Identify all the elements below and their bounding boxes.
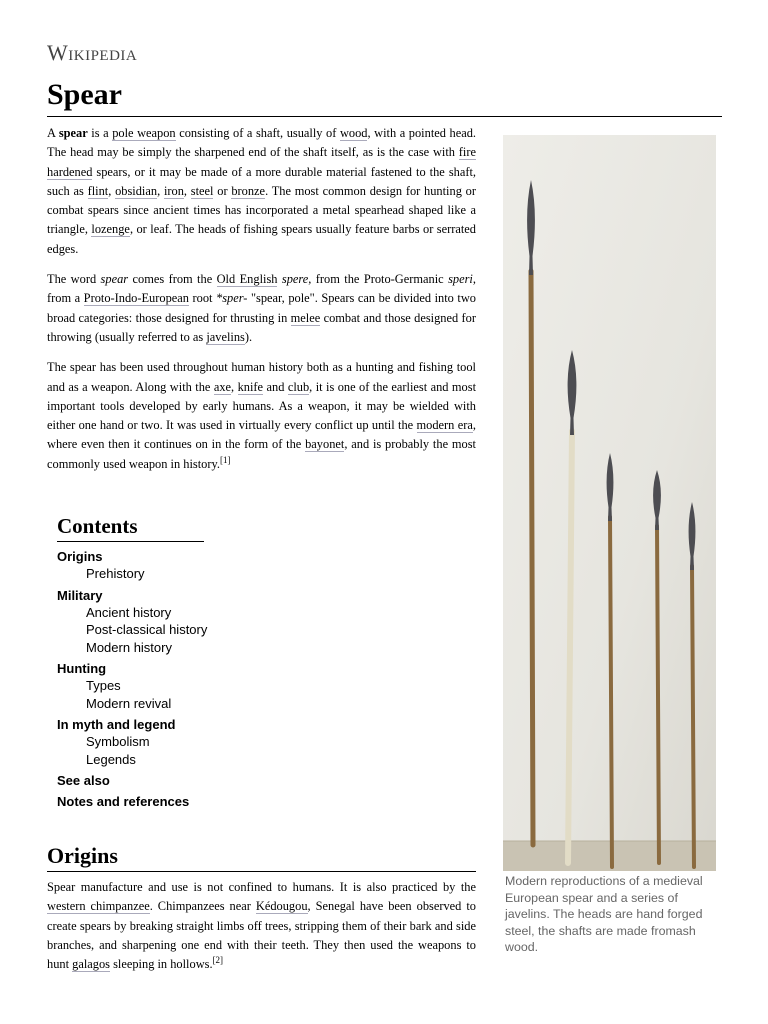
article-link[interactable]: javelins — [206, 329, 245, 344]
toc-subsection-link[interactable]: Ancient history — [86, 604, 172, 620]
spear-shaft — [610, 517, 612, 867]
spear-figure — [503, 135, 716, 956]
text-run: , from a — [47, 272, 476, 306]
italic-term: spear — [100, 272, 129, 287]
lead-paragraph-1 — [47, 124, 476, 259]
origins-paragraph — [47, 878, 476, 974]
section-heading-origins: Origins — [47, 842, 476, 872]
toc-section-link[interactable]: See also — [57, 773, 110, 788]
toc-section-link[interactable]: Notes and references — [57, 794, 190, 809]
text-run: , — [157, 183, 164, 198]
article-link[interactable]: club — [287, 379, 310, 394]
article-link[interactable]: steel — [190, 183, 214, 198]
spears-photo[interactable] — [503, 135, 716, 871]
text-run: . Chimpanzees near — [149, 899, 256, 914]
toc-section-link[interactable]: Hunting — [57, 661, 107, 676]
toc-subsection-link[interactable]: Post-classical history — [86, 622, 208, 637]
article-link[interactable]: flint — [87, 183, 109, 198]
article-link[interactable]: fire hardened — [47, 145, 476, 179]
italic-term: *sper- — [216, 291, 248, 306]
toc-subsection-link[interactable]: Legends — [86, 751, 136, 767]
italic-term: spere — [281, 272, 309, 287]
article-link[interactable]: Old English — [216, 272, 278, 287]
text-run: combat and those designed for throwing (usually referred to as — [47, 310, 476, 344]
text-run: , it is one of the earliest and most important tools developed by early humans. As a weapon, it may be wielded with either one hand or two. It was used in virtually every conflict up until the — [47, 379, 477, 433]
article-link[interactable]: galagos — [72, 957, 110, 972]
citation-ref[interactable]: [1] — [219, 454, 231, 465]
text-run: , with a pointed head. The head may be simply the sharpened end of the shaft itself, as is the case with — [47, 126, 477, 160]
text-run: The spear has been used throughout human history both as a hunting and fishing tool and as a weapon. Along with the — [47, 360, 476, 394]
article-title: Spear — [47, 76, 722, 117]
text-run: , or leaf. The heads of fishing spears usually feature barbs or serrated edges. — [47, 222, 477, 256]
toc-subsection-link[interactable]: Types — [86, 678, 121, 693]
text-run: A — [47, 126, 59, 140]
text-run: ). — [244, 329, 253, 344]
article-link[interactable]: bronze — [231, 183, 266, 198]
article-link[interactable]: wood — [339, 126, 368, 140]
toc-section-link[interactable]: Military — [57, 587, 103, 603]
citation-ref[interactable]: [2] — [212, 955, 224, 966]
text-run: is a — [87, 126, 113, 140]
toc-list — [57, 548, 257, 810]
text-run: consisting of a shaft, usually of — [175, 126, 340, 140]
text-run: "spear, pole". Spears can be divided into two broad categories: those designed for thrusting in — [47, 291, 477, 325]
article-link[interactable]: bayonet — [305, 437, 345, 452]
article-link[interactable]: Proto-Indo-European — [83, 291, 189, 306]
toc-subsection-link[interactable]: Modern revival — [86, 695, 172, 711]
text-run: , where even then it continues on in the form of the — [47, 418, 476, 452]
text-run: , from the Proto-Germanic — [308, 272, 449, 287]
text-run: , Senegal have been observed to create spears by breaking straight limbs off trees, stripping them of their bark and side branches, and sharpening one end with their teeth. They then used the weapons to hunt — [47, 899, 476, 972]
text-run: The word — [47, 272, 101, 287]
toc-section-link[interactable]: Origins — [57, 549, 103, 564]
text-run: , — [231, 379, 238, 394]
article-link[interactable]: melee — [290, 310, 321, 325]
toc-subsection-link[interactable]: Prehistory — [86, 566, 145, 581]
article-link[interactable]: western chimpanzee — [47, 899, 150, 914]
text-run: , — [183, 183, 191, 198]
toc-section-link[interactable]: In myth and legend — [57, 717, 176, 732]
toc-subsection-link[interactable]: Symbolism — [86, 734, 150, 749]
spear-shaft — [568, 431, 572, 863]
article-link[interactable]: iron — [163, 183, 184, 198]
text-run: , and is probably the most commonly used weapon in history. — [47, 437, 476, 471]
text-run: Spear manufacture and use is not confined to humans. It is also practiced by the — [47, 880, 476, 894]
italic-term: speri — [448, 272, 473, 287]
toc-title: Contents — [57, 514, 204, 542]
toc-subsection-link[interactable]: Modern history — [86, 639, 172, 655]
spear-shaft — [657, 526, 659, 863]
article-link[interactable]: pole weapon — [112, 126, 176, 140]
lead-paragraph-2 — [47, 270, 476, 347]
spear-shaft — [692, 566, 694, 867]
text-run: comes from the — [128, 272, 217, 287]
bold-term: spear — [58, 126, 88, 140]
text-run: . The most common design for hunting or combat spears since ancient times has incorporated a metal spearhead shaped like a triangle, — [47, 183, 476, 237]
article-link[interactable]: knife — [237, 379, 264, 394]
lead-paragraph-3 — [47, 358, 476, 474]
table-of-contents — [57, 514, 257, 810]
text-run: spears, or it may be made of a more durable material fastened to the shaft, such as — [47, 164, 476, 198]
text-run: and — [263, 379, 288, 394]
wikipedia-wordmark[interactable]: Wikipedia — [47, 40, 138, 65]
figure-caption: Modern reproductions of a medieval European spear and a series of javelins. The heads are hand forged steel, the shafts are made fromash wood. — [505, 874, 703, 954]
spear-shaft — [531, 271, 533, 845]
article-link[interactable]: modern era — [416, 418, 473, 433]
text-run: sleeping in hollows. — [110, 957, 213, 972]
text-run: , — [108, 183, 116, 198]
text-run: root — [188, 291, 217, 306]
text-run: or — [213, 183, 232, 198]
article-link[interactable]: obsidian — [115, 183, 158, 198]
article-link[interactable]: axe — [213, 379, 232, 394]
article-link[interactable]: Kédougou — [255, 899, 308, 914]
article-link[interactable]: lozenge — [91, 222, 130, 237]
lead-section — [47, 124, 476, 485]
